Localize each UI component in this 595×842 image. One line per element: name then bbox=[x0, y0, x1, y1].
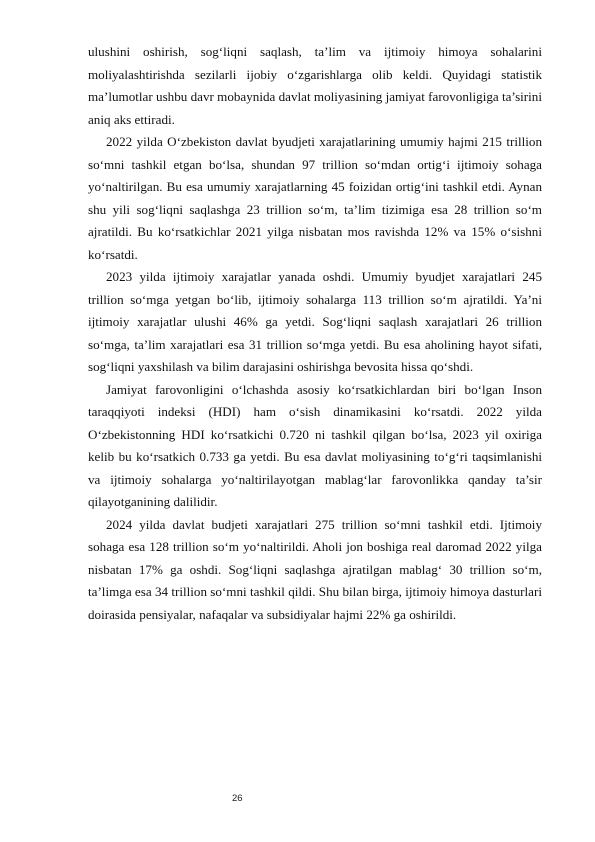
document-page bbox=[88, 41, 542, 626]
paragraph-continuation: ulushini oshirish, sog‘liqni saqlash, ta’lim va ijtimoiy himoya sohalarini moliyalashtirishda sezilarli ijobiy o‘zgarishlarga olib keldi. Quyidagi statistik ma’lumotlar ushbu davr mobaynida davlat moliyasining jamiyat farovonligiga ta’sirini aniq aks ettiradi. bbox=[88, 44, 542, 127]
page-number: 26 bbox=[232, 793, 243, 804]
paragraph-budget-2024: 2024 yilda davlat budjeti xarajatlari 275 trillion so‘mni tashkil etdi. Ijtimoiy sohaga esa 128 trillion so‘m yo‘naltirildi. Aholi jon boshiga real daromad 2022 yilga nisbatan 17% ga oshdi. Sog‘liqni saqlashga ajratilgan mablag‘ 30 trillion so‘m, ta’limga esa 34 trillion so‘mni tashkil qildi. Shu bilan birga, ijtimoiy himoya dasturlari doirasida pensiyalar, nafaqalar va subsidiyalar hajmi 22% ga oshirildi. bbox=[88, 516, 542, 622]
paragraph-budget-2022: 2022 yilda O‘zbekiston davlat byudjeti xarajatlarining umumiy hajmi 215 trillion so‘mni tashkil etgan bo‘lsa, shundan 97 trillion so‘mdan ortig‘i ijtimoiy sohaga yo‘naltirilgan. Bu esa umumiy xarajatlarning 45 foizidan ortig‘ini tashkil etdi. Aynan shu yili sog‘liqni saqlashga 23 trillion so‘m, ta’lim tizimiga esa 28 trillion so‘m ajratildi. Bu ko‘rsatkichlar 2021 yilga nisbatan mos ravishda 12% va 15% o‘sishni ko‘rsatdi. bbox=[88, 134, 542, 262]
paragraph-hdi: Jamiyat farovonligini o‘lchashda asosiy ko‘rsatkichlardan biri bo‘lgan Inson taraqqiyoti indeksi (HDI) ham o‘sish dinamikasini ko‘rsatdi. 2022 yilda O‘zbekistonning HDI ko‘rsatkichi 0.720 ni tashkil qilgan bo‘lsa, 2023 yil oxiriga kelib bu ko‘rsatkich 0.733 ga yetdi. Bu esa davlat moliyasining to‘g‘ri taqsimlanishi va ijtimoiy sohalarga yo‘naltirilayotgan mablag‘lar farovonlikka qanday ta’sir qilayotganining dalilidir. bbox=[88, 381, 542, 509]
paragraph-budget-2023: 2023 yilda ijtimoiy xarajatlar yanada oshdi. Umumiy byudjet xarajatlari 245 trillion so‘mga yetgan bo‘lib, ijtimoiy sohalarga 113 trillion so‘m ajratildi. Ya’ni ijtimoiy xarajatlar ulushi 46% ga yetdi. Sog‘liqni saqlash xarajatlari 26 trillion so‘mga, ta’lim xarajatlari esa 31 trillion so‘mga yetdi. Bu esa aholining hayot sifati, sog‘liqni yaxshilash va bilim darajasini oshirishga bevosita hissa qo‘shdi. bbox=[88, 269, 542, 374]
